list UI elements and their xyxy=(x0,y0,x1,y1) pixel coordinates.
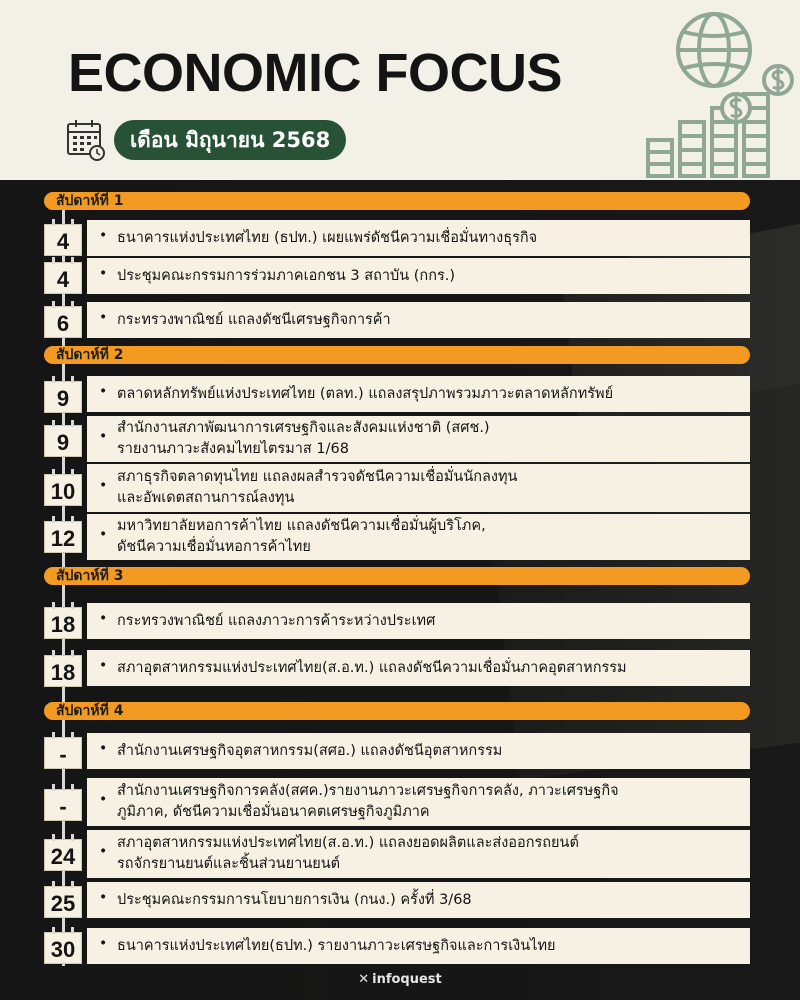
header xyxy=(0,0,800,180)
event-text: กระทรวงพาณิชย์ แถลงภาวะการค้าระหว่างประเทศ xyxy=(117,612,436,629)
bullet: • xyxy=(99,526,108,543)
globe-money-growth-icon xyxy=(636,10,800,180)
bullet: • xyxy=(99,610,108,627)
event-item xyxy=(87,258,750,294)
week-4-header: สัปดาห์ที่ 4 xyxy=(44,702,750,720)
event-text: ดัชนีความเชื่อมั่นหอการค้าไทย xyxy=(117,539,311,555)
event-text: ประชุมคณะกรรมการร่วมภาคเอกชน 3 สถาบัน (กกร.) xyxy=(117,267,456,284)
brand-logo xyxy=(0,972,800,987)
bullet: • xyxy=(99,265,108,282)
bullet: • xyxy=(99,309,108,326)
bullet: • xyxy=(99,740,108,757)
event-item xyxy=(87,650,750,686)
event-date: 10 xyxy=(44,474,82,506)
event-text: และอัพเดตสถานการณ์ลงทุน xyxy=(117,490,295,506)
calendar-icon xyxy=(66,118,106,162)
brand-mark-icon: ✕ xyxy=(358,972,370,987)
brand-name: infoquest xyxy=(372,972,442,987)
month-badge: เดือน มิถุนายน 2568 xyxy=(114,120,346,160)
event-item xyxy=(87,928,750,964)
event-date: 4 xyxy=(44,224,82,256)
event-date: 25 xyxy=(44,886,82,918)
event-date: 24 xyxy=(44,839,82,871)
week-3-header: สัปดาห์ที่ 3 xyxy=(44,567,750,585)
event-text: สภาอุตสาหกรรมแห่งประเทศไทย(ส.อ.ท.) แถลงดัชนีความเชื่อมั่นภาคอุตสาหกรรม xyxy=(117,659,627,676)
bullet: • xyxy=(99,428,108,445)
bullet: • xyxy=(99,935,108,952)
event-date: 6 xyxy=(44,306,82,338)
event-date: - xyxy=(44,789,82,821)
event-text: ตลาดหลักทรัพย์แห่งประเทศไทย (ตลท.) แถลงสรุปภาพรวมภาวะตลาดหลักทรัพย์ xyxy=(117,385,614,402)
event-text: สภาธุรกิจตลาดทุนไทย แถลงผลสำรวจดัชนีความเชื่อมั่นนักลงทุน xyxy=(117,469,518,485)
event-item xyxy=(87,514,750,560)
event-text: ธนาคารแห่งประเทศไทย (ธปท.) เผยแพร่ดัชนีความเชื่อมั่นทางธุรกิจ xyxy=(117,229,538,246)
week-2-header: สัปดาห์ที่ 2 xyxy=(44,346,750,364)
event-date: 12 xyxy=(44,521,82,553)
bullet: • xyxy=(99,477,108,494)
event-date: 4 xyxy=(44,262,82,294)
event-item xyxy=(87,376,750,412)
bullet: • xyxy=(99,227,108,244)
bullet: • xyxy=(99,383,108,400)
event-date: 30 xyxy=(44,932,82,964)
bullet: • xyxy=(99,657,108,674)
event-text: สำนักงานสภาพัฒนาการเศรษฐกิจและสังคมแห่งชาติ (สศช.) xyxy=(117,420,490,436)
event-item xyxy=(87,416,750,462)
page-title: ECONOMIC FOCUS xyxy=(68,43,563,103)
event-text: สำนักงานเศรษฐกิจอุตสาหกรรม(สศอ.) แถลงดัชนีอุตสาหกรรม xyxy=(117,742,503,759)
bullet: • xyxy=(99,843,108,860)
event-date: 9 xyxy=(44,381,82,413)
event-text: ธนาคารแห่งประเทศไทย(ธปท.) รายงานภาวะเศรษฐกิจและการเงินไทย xyxy=(117,937,556,954)
event-text: ภูมิภาค, ดัชนีความเชื่อมั่นอนาคตเศรษฐกิจภูมิภาค xyxy=(117,804,430,820)
event-item xyxy=(87,220,750,256)
event-item xyxy=(87,778,750,826)
event-item xyxy=(87,603,750,639)
event-date: - xyxy=(44,737,82,769)
event-text: มหาวิทยาลัยหอการค้าไทย แถลงดัชนีความเชื่อมั่นผู้บริโภค, xyxy=(117,518,486,534)
event-item xyxy=(87,464,750,512)
event-item xyxy=(87,882,750,918)
event-text: ประชุมคณะกรรมการนโยบายการเงิน (กนง.) ครั้งที่ 3/68 xyxy=(117,891,472,908)
event-text: รถจักรยานยนต์และชิ้นส่วนยานยนต์ xyxy=(117,856,341,872)
event-text: สำนักงานเศรษฐกิจการคลัง(สศค.)รายงานภาวะเศรษฐกิจการคลัง, ภาวะเศรษฐกิจ xyxy=(117,783,619,799)
event-date: 18 xyxy=(44,655,82,687)
event-date: 18 xyxy=(44,607,82,639)
event-text: กระทรวงพาณิชย์ แถลงดัชนีเศรษฐกิจการค้า xyxy=(117,311,391,328)
week-1-header: สัปดาห์ที่ 1 xyxy=(44,192,750,210)
event-item xyxy=(87,830,750,878)
event-text: สภาอุตสาหกรรมแห่งประเทศไทย(ส.อ.ท.) แถลงยอดผลิตและส่งออกรถยนต์ xyxy=(117,835,579,851)
event-item xyxy=(87,302,750,338)
event-item xyxy=(87,733,750,769)
bullet: • xyxy=(99,791,108,808)
event-date: 9 xyxy=(44,425,82,457)
bullet: • xyxy=(99,889,108,906)
event-text: รายงานภาวะสังคมไทยไตรมาส 1/68 xyxy=(117,441,349,457)
